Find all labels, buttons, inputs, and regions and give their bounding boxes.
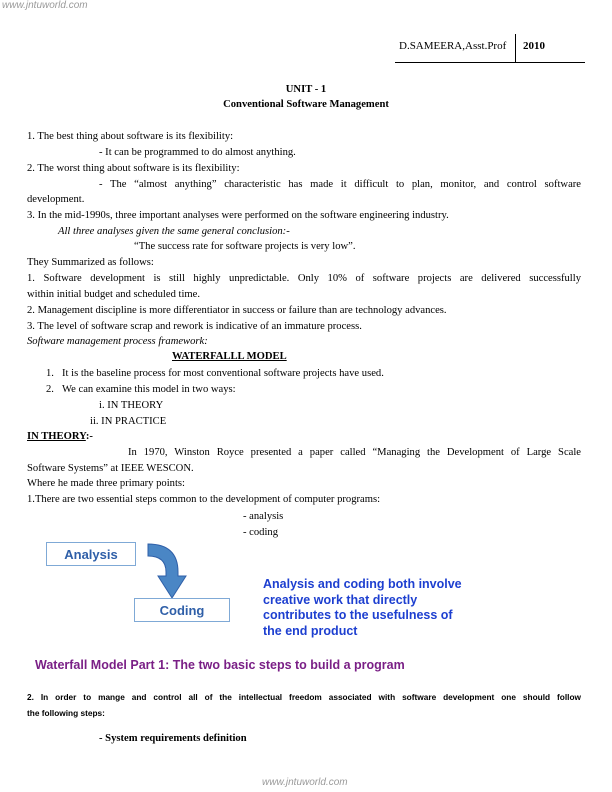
watermark-bottom: www.jntuworld.com xyxy=(262,777,348,788)
footer-line-1a: 2. In order to mange and control all of the intellectual freedom associated with software development one should follow xyxy=(27,692,581,702)
diagram-note-line-4: the end product xyxy=(263,623,358,638)
curved-arrow-icon xyxy=(144,542,192,602)
text-line-3: 2. The worst thing about software is its flexibility: xyxy=(27,163,240,174)
page-subtitle: Conventional Software Management xyxy=(223,99,389,110)
watermark-top: www.jntuworld.com xyxy=(2,0,88,11)
text-line-6: All three analyses given the same general conclusion:- xyxy=(58,226,290,237)
text-line-4a: - The “almost anything” characteristic has made it difficult to plan, monitor, and control software xyxy=(99,179,581,190)
coding-box xyxy=(134,598,230,622)
text-line-11: 3. The level of software scrap and rework is indicative of an immature process. xyxy=(27,321,362,332)
in-theory-suffix: :- xyxy=(85,431,93,442)
text-line-4b: development. xyxy=(27,194,85,205)
roman-item-2: ii. IN PRACTICE xyxy=(90,416,167,427)
footer-line-2: - System requirements definition xyxy=(99,733,247,744)
header-year: 2010 xyxy=(523,40,545,52)
text-line-5: 3. In the mid-1990s, three important analyses were performed on the software engineering industry. xyxy=(27,210,449,221)
text-line-10: 2. Management discipline is more differentiator in success or failure than are technology advances. xyxy=(27,305,447,316)
diagram-note-line-2: creative work that directly xyxy=(263,592,418,607)
diagram-note-line-3: contributes to the usefulness of xyxy=(263,608,453,622)
header-rule xyxy=(395,62,585,63)
dash-item-coding: - coding xyxy=(243,527,279,538)
header-author: D.SAMEERA,Asst.Prof xyxy=(399,40,507,52)
diagram-note-line-1: Analysis and coding both involve xyxy=(263,577,462,591)
text-line-8: They Summarized as follows: xyxy=(27,257,154,268)
text-line-2: - It can be programmed to do almost anything. xyxy=(99,147,296,158)
paragraph-3: 1.There are two essential steps common to the development of computer programs: xyxy=(27,494,381,505)
list-number-2: 2. xyxy=(46,384,54,395)
coding-box-label: Coding xyxy=(159,602,205,618)
diagram-caption: Waterfall Model Part 1: The two basic steps to build a program xyxy=(35,658,405,672)
paragraph-1b: Software Systems” at IEEE WESCON. xyxy=(27,463,194,474)
paragraph-1a: In 1970, Winston Royce presented a paper called “Managing the Development of Large Scale xyxy=(128,447,581,458)
diagram-note xyxy=(263,577,462,639)
text-line-9a: 1. Software development is still highly unpredictable. Only 10% of software projects are delivered successfully xyxy=(27,273,581,284)
in-theory-heading: IN THEORY xyxy=(27,431,86,442)
text-line-12: Software management process framework: xyxy=(27,336,208,347)
analysis-box xyxy=(46,542,136,566)
list-number-1: 1. xyxy=(46,368,54,379)
dash-item-analysis: - analysis xyxy=(243,511,284,522)
footer-line-1b: the following steps: xyxy=(27,708,105,718)
waterfall-heading: WATERFALLL MODEL xyxy=(172,351,287,362)
analysis-box-label: Analysis xyxy=(64,546,118,562)
text-line-9b: within initial budget and scheduled time. xyxy=(27,289,200,300)
header-divider xyxy=(515,34,516,62)
list-item-1: It is the baseline process for most conventional software projects have used. xyxy=(62,368,384,379)
page-title: UNIT - 1 xyxy=(285,84,327,95)
list-item-2: We can examine this model in two ways: xyxy=(62,384,236,395)
text-line-1: 1. The best thing about software is its flexibility: xyxy=(27,131,234,142)
paragraph-2: Where he made three primary points: xyxy=(27,478,185,489)
text-line-7: “The success rate for software projects is very low”. xyxy=(134,241,356,252)
roman-item-1: i. IN THEORY xyxy=(99,400,164,411)
